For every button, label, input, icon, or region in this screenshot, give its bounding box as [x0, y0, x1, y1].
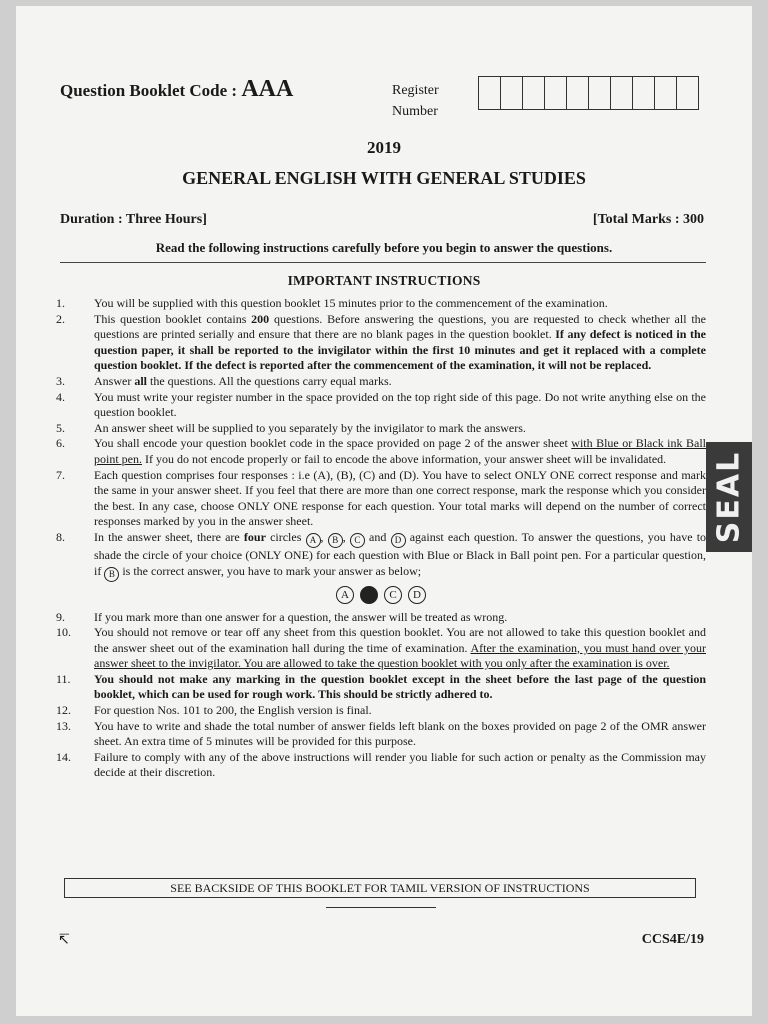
instruction-item: [56, 374, 706, 390]
instruction-item: [56, 672, 706, 703]
circle-c-icon: C: [350, 533, 365, 548]
circle-b-icon: B: [328, 533, 343, 548]
divider: [60, 262, 706, 263]
register-digit-box[interactable]: [479, 77, 501, 109]
example-circle-a-icon: A: [336, 586, 354, 604]
read-instructions-note: Read the following instructions carefully before you begin to answer the questions.: [155, 240, 613, 255]
circle-d-icon: D: [391, 533, 406, 548]
booklet-code-value: AAA: [241, 76, 294, 102]
instruction-item: [56, 468, 706, 530]
register-number-label: [392, 80, 439, 122]
register-label-line2: Number: [392, 104, 438, 119]
booklet-footer-code: CCS4E/19: [641, 932, 704, 947]
instruction-number: 2.: [56, 311, 65, 326]
answer-example: [56, 586, 706, 604]
instruction-text: Answer all the questions. All the questions carry equal marks.: [94, 373, 392, 388]
instruction-item: [56, 530, 706, 582]
register-digit-box[interactable]: [633, 77, 655, 109]
instruction-text: You should not remove or tear off any sheet from this question booklet. You are not allowed to take this question booklet and the answer sheet out of the examination hall during the time of examination. After the examination, you must hand over your answer sheet to the invigilator. You are allowed to take the question booklet with you only after the examination is over.: [94, 625, 706, 671]
register-digit-box[interactable]: [545, 77, 567, 109]
instruction-number: 4.: [56, 389, 65, 404]
instructions-list: [56, 296, 706, 781]
instruction-number: 13.: [56, 718, 71, 733]
example-circle-d-icon: D: [408, 586, 426, 604]
instruction-text: Each question comprises four responses : i.e (A), (B), (C) and (D). You have to select ONLY ONE correct response and mark the same in your answer sheet. If you feel that there are more than one correct response, mark the response which you consider the best. In any case, choose ONLY ONE response for each question. Your total marks will depend on the number of correct responses marked by you in the answer sheet.: [94, 467, 706, 529]
circle-a-icon: A: [306, 533, 321, 548]
register-label-line1: Register: [392, 83, 439, 98]
register-digit-box[interactable]: [523, 77, 545, 109]
instruction-number: 12.: [56, 703, 71, 718]
instruction-item: [56, 296, 706, 312]
instruction-number: 11.: [56, 671, 71, 686]
instruction-number: 10.: [56, 625, 71, 640]
instruction-text: You should not make any marking in the question booklet except in the sheet before the last page of the question booklet, which can be used for rough work. This should be strictly adhered to.: [94, 671, 706, 702]
instruction-text: You will be supplied with this question booklet 15 minutes prior to the commencement of the examination.: [94, 296, 608, 310]
register-number-boxes[interactable]: [478, 76, 699, 110]
example-circle-c-icon: C: [384, 586, 402, 604]
example-circle-b-filled-icon: B: [360, 586, 378, 604]
instruction-text: You have to write and shade the total number of answer fields left blank on the boxes provided on page 2 of the OMR answer sheet. An extra time of 5 minutes will be provided for this purpose.: [94, 718, 706, 749]
register-digit-box[interactable]: [611, 77, 633, 109]
exam-year: 2019: [367, 138, 401, 157]
instruction-text: You must write your register number in the space provided on the top right side of this page. Do not write anything else on the question booklet.: [94, 389, 706, 420]
instruction-number: 3.: [56, 373, 65, 388]
instruction-item: [56, 625, 706, 672]
instruction-number: 6.: [56, 436, 65, 451]
important-instructions-heading: IMPORTANT INSTRUCTIONS: [287, 273, 481, 288]
instruction-text: You shall encode your question booklet code in the space provided on page 2 of the answer sheet with Blue or Black ink Ball point pen. If you do not encode properly or fail to encode the above information, your answer sheet will be invalidated.: [94, 436, 706, 466]
seal-label: SEAL: [711, 450, 747, 544]
instruction-item: [56, 390, 706, 421]
instruction-number: 9.: [56, 609, 65, 624]
question-booklet-page: [16, 6, 752, 1016]
instruction-item: [56, 610, 706, 626]
register-digit-box[interactable]: [655, 77, 677, 109]
register-digit-box[interactable]: [589, 77, 611, 109]
instruction-text: Failure to comply with any of the above instructions will render you liable for such action or penalty as the Commission may decide at their discretion.: [94, 749, 706, 780]
tamil-version-notice: SEE BACKSIDE OF THIS BOOKLET FOR TAMIL VERSION OF INSTRUCTIONS: [64, 878, 696, 898]
instruction-item: [56, 703, 706, 719]
total-marks: [Total Marks : 300: [592, 212, 704, 227]
instruction-number: 5.: [56, 420, 65, 435]
seal-band: [706, 442, 752, 552]
instruction-item: [56, 436, 706, 467]
duration: Duration : Three Hours]: [60, 212, 207, 227]
register-digit-box[interactable]: [567, 77, 589, 109]
booklet-code: [60, 76, 293, 103]
instruction-number: 1.: [56, 296, 65, 310]
exam-title: GENERAL ENGLISH WITH GENERAL STUDIES: [182, 168, 586, 188]
instruction-item: [56, 312, 706, 374]
booklet-code-label: Question Booklet Code :: [60, 81, 242, 100]
register-digit-box[interactable]: [677, 77, 698, 109]
instruction-text: An answer sheet will be supplied to you separately by the invigilator to mark the answers.: [94, 420, 526, 435]
corner-arrow-icon: ↸: [58, 932, 70, 948]
instruction-item: [56, 750, 706, 781]
instruction-number: 7.: [56, 467, 65, 482]
instruction-item: [56, 421, 706, 437]
instruction-text: For question Nos. 101 to 200, the English version is final.: [94, 703, 372, 718]
instruction-text: In the answer sheet, there are four circles A , B , C and D against each question. To answer the questions, you have to shade the circle of your choice (ONLY ONE) for each question with Blue or Black in Ball point pen. For a particular question, if B is the correct answer, you have to mark your answer as below;: [94, 530, 706, 582]
instruction-text: This question booklet contains 200 questions. Before answering the questions, you are requested to check whether all the questions are printed serially and ensure that there are no blank pages in the question booklet. If any defect is noticed in the question paper, it shall be reported to the invigilator within the first 10 minutes and get it replaced with a complete question booklet. If the defect is reported after the commencement of the examination, it will not be replaced.: [94, 311, 706, 373]
instruction-item: [56, 719, 706, 750]
circle-b-icon: B: [104, 567, 119, 582]
divider-short: [326, 907, 436, 908]
instruction-text: If you mark more than one answer for a question, the answer will be treated as wrong.: [94, 609, 508, 624]
instruction-number: 8.: [56, 529, 65, 544]
register-digit-box[interactable]: [501, 77, 523, 109]
instruction-number: 14.: [56, 749, 71, 764]
